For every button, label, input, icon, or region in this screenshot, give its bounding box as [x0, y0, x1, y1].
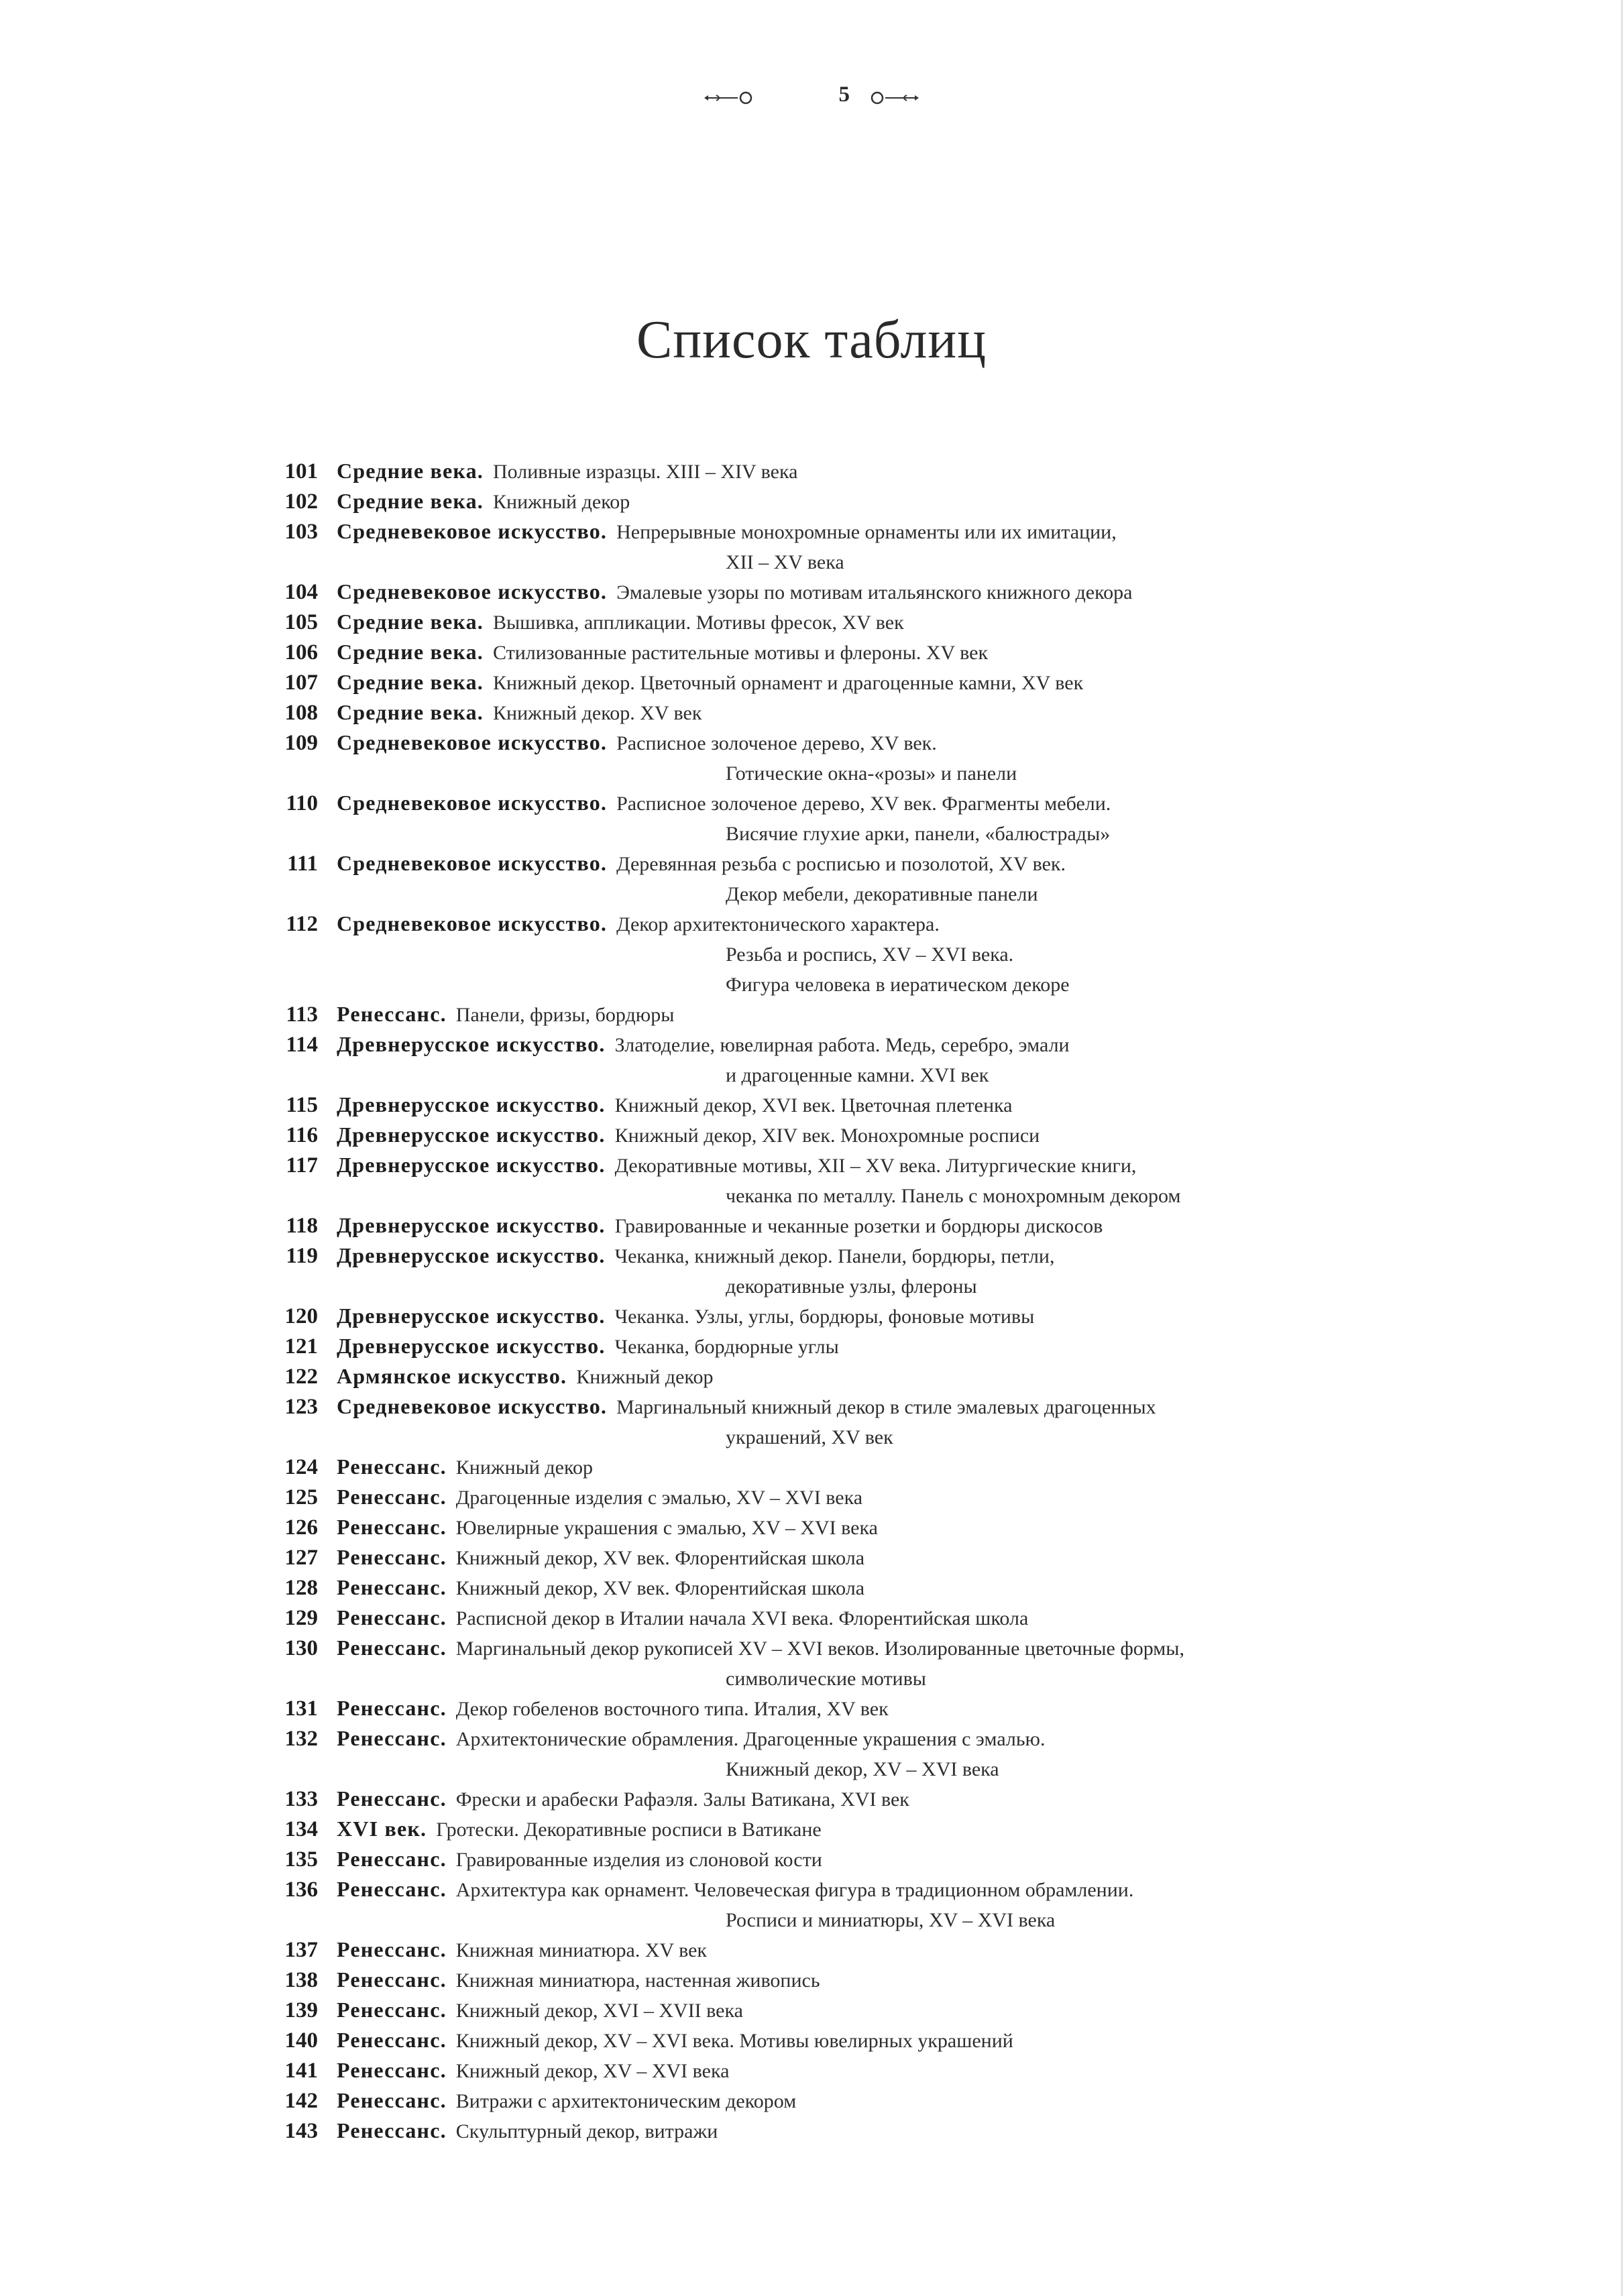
- table-description: Маргинальный книжный декор в стиле эмалевых драгоценных: [616, 1396, 1156, 1418]
- list-item: [241, 1542, 1435, 1572]
- table-description: Вышивка, аппликации. Мотивы фресок, XV век: [493, 612, 904, 634]
- list-item-continuation: [241, 1422, 1435, 1452]
- table-number: 105: [284, 610, 318, 634]
- list-item-line: [241, 486, 1435, 516]
- list-item: [241, 1120, 1435, 1150]
- table-category: Ренессанс.: [337, 1485, 447, 1509]
- table-category: Древнерусское искусство.: [337, 1153, 606, 1177]
- page-number-value: 5: [838, 82, 850, 107]
- table-number: 130: [284, 1636, 318, 1660]
- table-number: 123: [284, 1395, 318, 1419]
- list-item: [241, 1090, 1435, 1120]
- list-item-line: [241, 788, 1435, 818]
- list-item: [241, 999, 1435, 1029]
- list-item: [241, 1391, 1435, 1452]
- table-category: Средние века.: [337, 459, 484, 483]
- table-category: Ренессанс.: [337, 1696, 447, 1720]
- list-item: [241, 788, 1435, 848]
- table-list: [241, 456, 1435, 2146]
- table-category: Армянское искусство.: [337, 1364, 567, 1388]
- table-number: 112: [286, 912, 318, 936]
- table-number: 117: [286, 1153, 318, 1178]
- table-category: Древнерусское искусство.: [337, 1213, 606, 1237]
- table-category: Ренессанс.: [337, 1454, 447, 1479]
- list-item-continuation: [241, 1059, 1435, 1090]
- table-description: Книжный декор, XV век. Флорентийская школа: [455, 1547, 865, 1569]
- list-item-line: [241, 1935, 1435, 1965]
- list-item-line: [241, 1723, 1435, 1754]
- table-description: украшений, XV век: [726, 1426, 893, 1448]
- list-item-line: [241, 1241, 1435, 1271]
- list-item: [241, 1844, 1435, 1874]
- table-category: Ренессанс.: [337, 2118, 447, 2142]
- table-category: Ренессанс.: [337, 1937, 447, 1961]
- list-item: [241, 1512, 1435, 1542]
- table-number: 109: [284, 731, 318, 755]
- list-item-line: [241, 1090, 1435, 1120]
- table-category: Ренессанс.: [337, 2028, 447, 2052]
- list-item-line: [241, 1482, 1435, 1512]
- table-category: Древнерусское искусство.: [337, 1092, 606, 1116]
- table-description: Декоративные мотивы, XII – XV века. Литургические книги,: [614, 1155, 1137, 1177]
- table-description: Стилизованные растительные мотивы и флероны. XV век: [493, 642, 989, 664]
- table-description: Поливные изразцы. XIII – XIV века: [493, 461, 798, 483]
- list-item: [241, 577, 1435, 607]
- table-number: 102: [284, 490, 318, 514]
- table-category: Средневековое искусство.: [337, 579, 608, 604]
- list-item: [241, 486, 1435, 516]
- list-item: [241, 1331, 1435, 1361]
- table-category: Ренессанс.: [337, 1575, 447, 1599]
- table-category: Средние века.: [337, 700, 484, 724]
- list-item-line: [241, 1120, 1435, 1150]
- table-category: Ренессанс.: [337, 1967, 447, 1992]
- list-item-line: [241, 667, 1435, 697]
- table-category: XVI век.: [337, 1817, 427, 1841]
- table-number: 131: [284, 1697, 318, 1721]
- table-number: 111: [287, 852, 318, 876]
- table-number: 135: [284, 1847, 318, 1872]
- table-description: Книжный декор. Цветочный орнамент и драгоценные камни, XV век: [493, 672, 1084, 694]
- table-number: 110: [286, 791, 318, 815]
- table-number: 138: [284, 1968, 318, 1992]
- table-description: символические мотивы: [726, 1668, 926, 1690]
- table-number: 120: [284, 1304, 318, 1328]
- table-number: 141: [284, 2059, 318, 2083]
- table-description: Декор мебели, декоративные панели: [726, 883, 1038, 905]
- list-item-line: [241, 2085, 1435, 2116]
- table-category: Средние века.: [337, 640, 484, 664]
- list-item-line: [241, 1512, 1435, 1542]
- table-description: Книжный декор: [576, 1366, 714, 1388]
- list-item-line: [241, 1029, 1435, 1059]
- list-item-line: [241, 1814, 1435, 1844]
- table-number: 127: [284, 1546, 318, 1570]
- table-description: Расписное золоченое дерево, XV век. Фрагменты мебели.: [616, 793, 1111, 815]
- table-description: Книжный декор, XV – XVI века: [726, 1758, 999, 1780]
- table-category: Ренессанс.: [337, 2088, 447, 2112]
- table-category: Средневековое искусство.: [337, 1394, 608, 1418]
- table-description: Ювелирные украшения с эмалью, XV – XVI века: [455, 1517, 878, 1539]
- table-number: 139: [284, 1998, 318, 2022]
- table-number: 125: [284, 1485, 318, 1509]
- table-category: Ренессанс.: [337, 1877, 447, 1901]
- list-item-line: [241, 1150, 1435, 1180]
- list-item: [241, 456, 1435, 486]
- table-description: Деревянная резьба с росписью и позолотой, XV век.: [616, 853, 1066, 875]
- table-description: Книжный декор, XIV век. Монохромные росписи: [614, 1125, 1040, 1147]
- list-item: [241, 1693, 1435, 1723]
- table-description: Книжная миниатюра, настенная живопись: [455, 1969, 820, 1992]
- table-number: 115: [286, 1093, 318, 1117]
- table-description: Чеканка, бордюрные углы: [614, 1336, 839, 1358]
- table-number: 114: [286, 1033, 318, 1057]
- table-description: Фигура человека в иератическом декоре: [726, 974, 1070, 996]
- table-description: и драгоценные камни. XVI век: [726, 1064, 989, 1086]
- table-category: Древнерусское искусство.: [337, 1243, 606, 1267]
- list-item: [241, 1150, 1435, 1210]
- table-description: Гравированные изделия из слоновой кости: [455, 1849, 822, 1871]
- table-description: Росписи и миниатюры, XV – XVI века: [726, 1909, 1056, 1931]
- table-description: Расписной декор в Италии начала XVI века. Флорентийская школа: [455, 1607, 1029, 1629]
- list-item: [241, 697, 1435, 728]
- table-number: 113: [286, 1002, 318, 1027]
- table-category: Древнерусское искусство.: [337, 1304, 606, 1328]
- table-number: 104: [284, 580, 318, 604]
- table-number: 122: [284, 1365, 318, 1389]
- list-item-continuation: [241, 1904, 1435, 1935]
- list-item-continuation: [241, 1180, 1435, 1210]
- list-item: [241, 1572, 1435, 1603]
- list-item-line: [241, 1693, 1435, 1723]
- table-description: XII – XV века: [726, 551, 844, 573]
- table-description: Панели, фризы, бордюры: [455, 1004, 675, 1026]
- table-category: Ренессанс.: [337, 1726, 447, 1750]
- table-category: Ренессанс.: [337, 1998, 447, 2022]
- list-item-line: [241, 1784, 1435, 1814]
- table-description: Гротески. Декоративные росписи в Ватикане: [436, 1819, 822, 1841]
- list-item: [241, 1814, 1435, 1844]
- table-description: Маргинальный декор рукописей XV – XVI веков. Изолированные цветочные формы,: [455, 1638, 1184, 1660]
- table-description: Резьба и роспись, XV – XVI века.: [726, 943, 1014, 966]
- table-number: 133: [284, 1787, 318, 1811]
- list-item: [241, 667, 1435, 697]
- table-number: 143: [284, 2119, 318, 2143]
- list-item-continuation: [241, 878, 1435, 909]
- list-item-line: [241, 1603, 1435, 1633]
- list-item: [241, 516, 1435, 577]
- table-number: 142: [284, 2089, 318, 2113]
- table-description: Книжный декор, XVI – XVII века: [455, 2000, 743, 2022]
- table-description: Книжный декор: [493, 491, 630, 513]
- list-item-continuation: [241, 939, 1435, 969]
- list-item-line: [241, 637, 1435, 667]
- table-description: Архитектура как орнамент. Человеческая фигура в традиционном обрамлении.: [455, 1879, 1134, 1901]
- list-item-line: [241, 1844, 1435, 1874]
- table-description: чеканка по металлу. Панель с монохромным декором: [726, 1185, 1181, 1207]
- list-item-continuation: [241, 969, 1435, 999]
- list-item: [241, 1784, 1435, 1814]
- list-item: [241, 1995, 1435, 2025]
- table-category: Древнерусское искусство.: [337, 1123, 606, 1147]
- list-item: [241, 1874, 1435, 1935]
- table-description: Архитектонические обрамления. Драгоценные украшения с эмалью.: [455, 1728, 1046, 1750]
- table-description: Книжный декор, XV – XVI века: [455, 2060, 730, 2082]
- table-description: Декор архитектонического характера.: [616, 913, 940, 935]
- table-number: 126: [284, 1515, 318, 1540]
- table-number: 101: [284, 459, 318, 483]
- table-description: Скульптурный декор, витражи: [455, 2120, 718, 2142]
- table-number: 140: [284, 2028, 318, 2053]
- table-category: Средние века.: [337, 670, 484, 694]
- table-category: Ренессанс.: [337, 1605, 447, 1629]
- list-item: [241, 1603, 1435, 1633]
- list-item-line: [241, 1572, 1435, 1603]
- list-item-continuation: [241, 1663, 1435, 1693]
- page-title: Список таблиц: [636, 310, 987, 369]
- list-item: [241, 2025, 1435, 2055]
- table-description: Книжная миниатюра. XV век: [455, 1939, 708, 1961]
- list-item-line: [241, 607, 1435, 637]
- table-description: Драгоценные изделия с эмалью, XV – XVI века: [455, 1487, 863, 1509]
- list-item: [241, 2116, 1435, 2146]
- table-description: Расписное золоченое дерево, XV век.: [616, 732, 937, 754]
- table-number: 107: [284, 671, 318, 695]
- list-item: [241, 1301, 1435, 1331]
- table-description: Книжный декор: [455, 1456, 594, 1479]
- list-item-line: [241, 2025, 1435, 2055]
- list-item-continuation: [241, 1271, 1435, 1301]
- list-item-line: [241, 1301, 1435, 1331]
- table-description: Непрерывные монохромные орнаменты или их имитации,: [616, 521, 1117, 543]
- table-description: Витражи с архитектоническим декором: [455, 2090, 797, 2112]
- table-category: Ренессанс.: [337, 1515, 447, 1539]
- list-item: [241, 637, 1435, 667]
- table-number: 108: [284, 701, 318, 725]
- table-description: декоративные узлы, флероны: [726, 1275, 977, 1298]
- table-category: Древнерусское искусство.: [337, 1334, 606, 1358]
- table-category: Ренессанс.: [337, 1002, 447, 1026]
- list-item-line: [241, 999, 1435, 1029]
- table-number: 103: [284, 520, 318, 544]
- table-description: Висячие глухие арки, панели, «балюстрады»: [726, 823, 1111, 845]
- table-category: Древнерусское искусство.: [337, 1032, 606, 1056]
- table-description: Гравированные и чеканные розетки и бордюры дискосов: [614, 1215, 1103, 1237]
- list-item-line: [241, 577, 1435, 607]
- table-description: Эмалевые узоры по мотивам итальянского книжного декора: [616, 581, 1133, 604]
- table-category: Средние века.: [337, 610, 484, 634]
- list-item-line: [241, 1965, 1435, 1995]
- list-item: [241, 1633, 1435, 1693]
- list-item-continuation: [241, 547, 1435, 577]
- table-category: Ренессанс.: [337, 1545, 447, 1569]
- list-item-line: [241, 2116, 1435, 2146]
- table-category: Ренессанс.: [337, 1635, 447, 1660]
- table-number: 106: [284, 640, 318, 665]
- list-item: [241, 2085, 1435, 2116]
- list-item: [241, 2055, 1435, 2085]
- list-item-line: [241, 1542, 1435, 1572]
- table-category: Ренессанс.: [337, 2058, 447, 2082]
- list-item: [241, 607, 1435, 637]
- list-item-continuation: [241, 818, 1435, 848]
- table-number: 134: [284, 1817, 318, 1841]
- table-category: Средние века.: [337, 489, 484, 513]
- table-description: Чеканка. Узлы, углы, бордюры, фоновые мотивы: [614, 1306, 1035, 1328]
- list-item: [241, 1482, 1435, 1512]
- list-item-line: [241, 1633, 1435, 1663]
- table-number: 118: [286, 1214, 318, 1238]
- list-item-continuation: [241, 1754, 1435, 1784]
- table-number: 119: [286, 1244, 318, 1268]
- table-number: 121: [284, 1334, 318, 1359]
- left-ornament-icon: [703, 78, 757, 112]
- list-item-continuation: [241, 758, 1435, 788]
- list-item-line: [241, 2055, 1435, 2085]
- list-item: [241, 1452, 1435, 1482]
- list-item-line: [241, 1995, 1435, 2025]
- table-number: 116: [286, 1123, 318, 1147]
- table-category: Ренессанс.: [337, 1847, 447, 1871]
- list-item-line: [241, 1391, 1435, 1422]
- table-number: 124: [284, 1455, 318, 1479]
- table-category: Ренессанс.: [337, 1786, 447, 1811]
- table-number: 128: [284, 1576, 318, 1600]
- table-description: Книжный декор, XVI век. Цветочная плетенка: [614, 1094, 1013, 1116]
- list-item-line: [241, 1874, 1435, 1904]
- list-item-line: [241, 1361, 1435, 1391]
- table-category: Средневековое искусство.: [337, 791, 608, 815]
- list-item-line: [241, 728, 1435, 758]
- table-description: Готические окна-«розы» и панели: [726, 762, 1017, 785]
- table-description: Книжный декор, XV век. Флорентийская школа: [455, 1577, 865, 1599]
- list-item: [241, 1361, 1435, 1391]
- right-ornament-icon: [866, 78, 920, 112]
- list-item-line: [241, 1210, 1435, 1241]
- list-item: [241, 1210, 1435, 1241]
- table-category: Средневековое искусство.: [337, 911, 608, 935]
- table-description: Книжный декор. XV век: [493, 702, 702, 724]
- list-item: [241, 1965, 1435, 1995]
- table-number: 129: [284, 1606, 318, 1630]
- table-number: 136: [284, 1878, 318, 1902]
- list-item: [241, 1029, 1435, 1090]
- list-item-line: [241, 1452, 1435, 1482]
- list-item-line: [241, 697, 1435, 728]
- table-category: Средневековое искусство.: [337, 730, 608, 754]
- list-item: [241, 728, 1435, 788]
- list-item: [241, 1723, 1435, 1784]
- table-category: Средневековое искусство.: [337, 851, 608, 875]
- list-item: [241, 1241, 1435, 1301]
- list-item-line: [241, 516, 1435, 547]
- list-item: [241, 909, 1435, 999]
- list-item-line: [241, 848, 1435, 878]
- list-item-line: [241, 1331, 1435, 1361]
- table-number: 132: [284, 1727, 318, 1751]
- table-description: Фрески и арабески Рафаэля. Залы Ватикана, XVI век: [455, 1788, 909, 1811]
- list-item-line: [241, 456, 1435, 486]
- table-description: Декор гобеленов восточного типа. Италия, XV век: [455, 1698, 889, 1720]
- table-category: Средневековое искусство.: [337, 519, 608, 543]
- list-item: [241, 848, 1435, 909]
- list-item: [241, 1935, 1435, 1965]
- list-item-line: [241, 909, 1435, 939]
- table-description: Чеканка, книжный декор. Панели, бордюры, петли,: [614, 1245, 1055, 1267]
- table-number: 137: [284, 1938, 318, 1962]
- table-description: Книжный декор, XV – XVI века. Мотивы ювелирных украшений: [455, 2030, 1013, 2052]
- page-number: [0, 75, 1623, 112]
- table-description: Златоделие, ювелирная работа. Медь, серебро, эмали: [614, 1034, 1070, 1056]
